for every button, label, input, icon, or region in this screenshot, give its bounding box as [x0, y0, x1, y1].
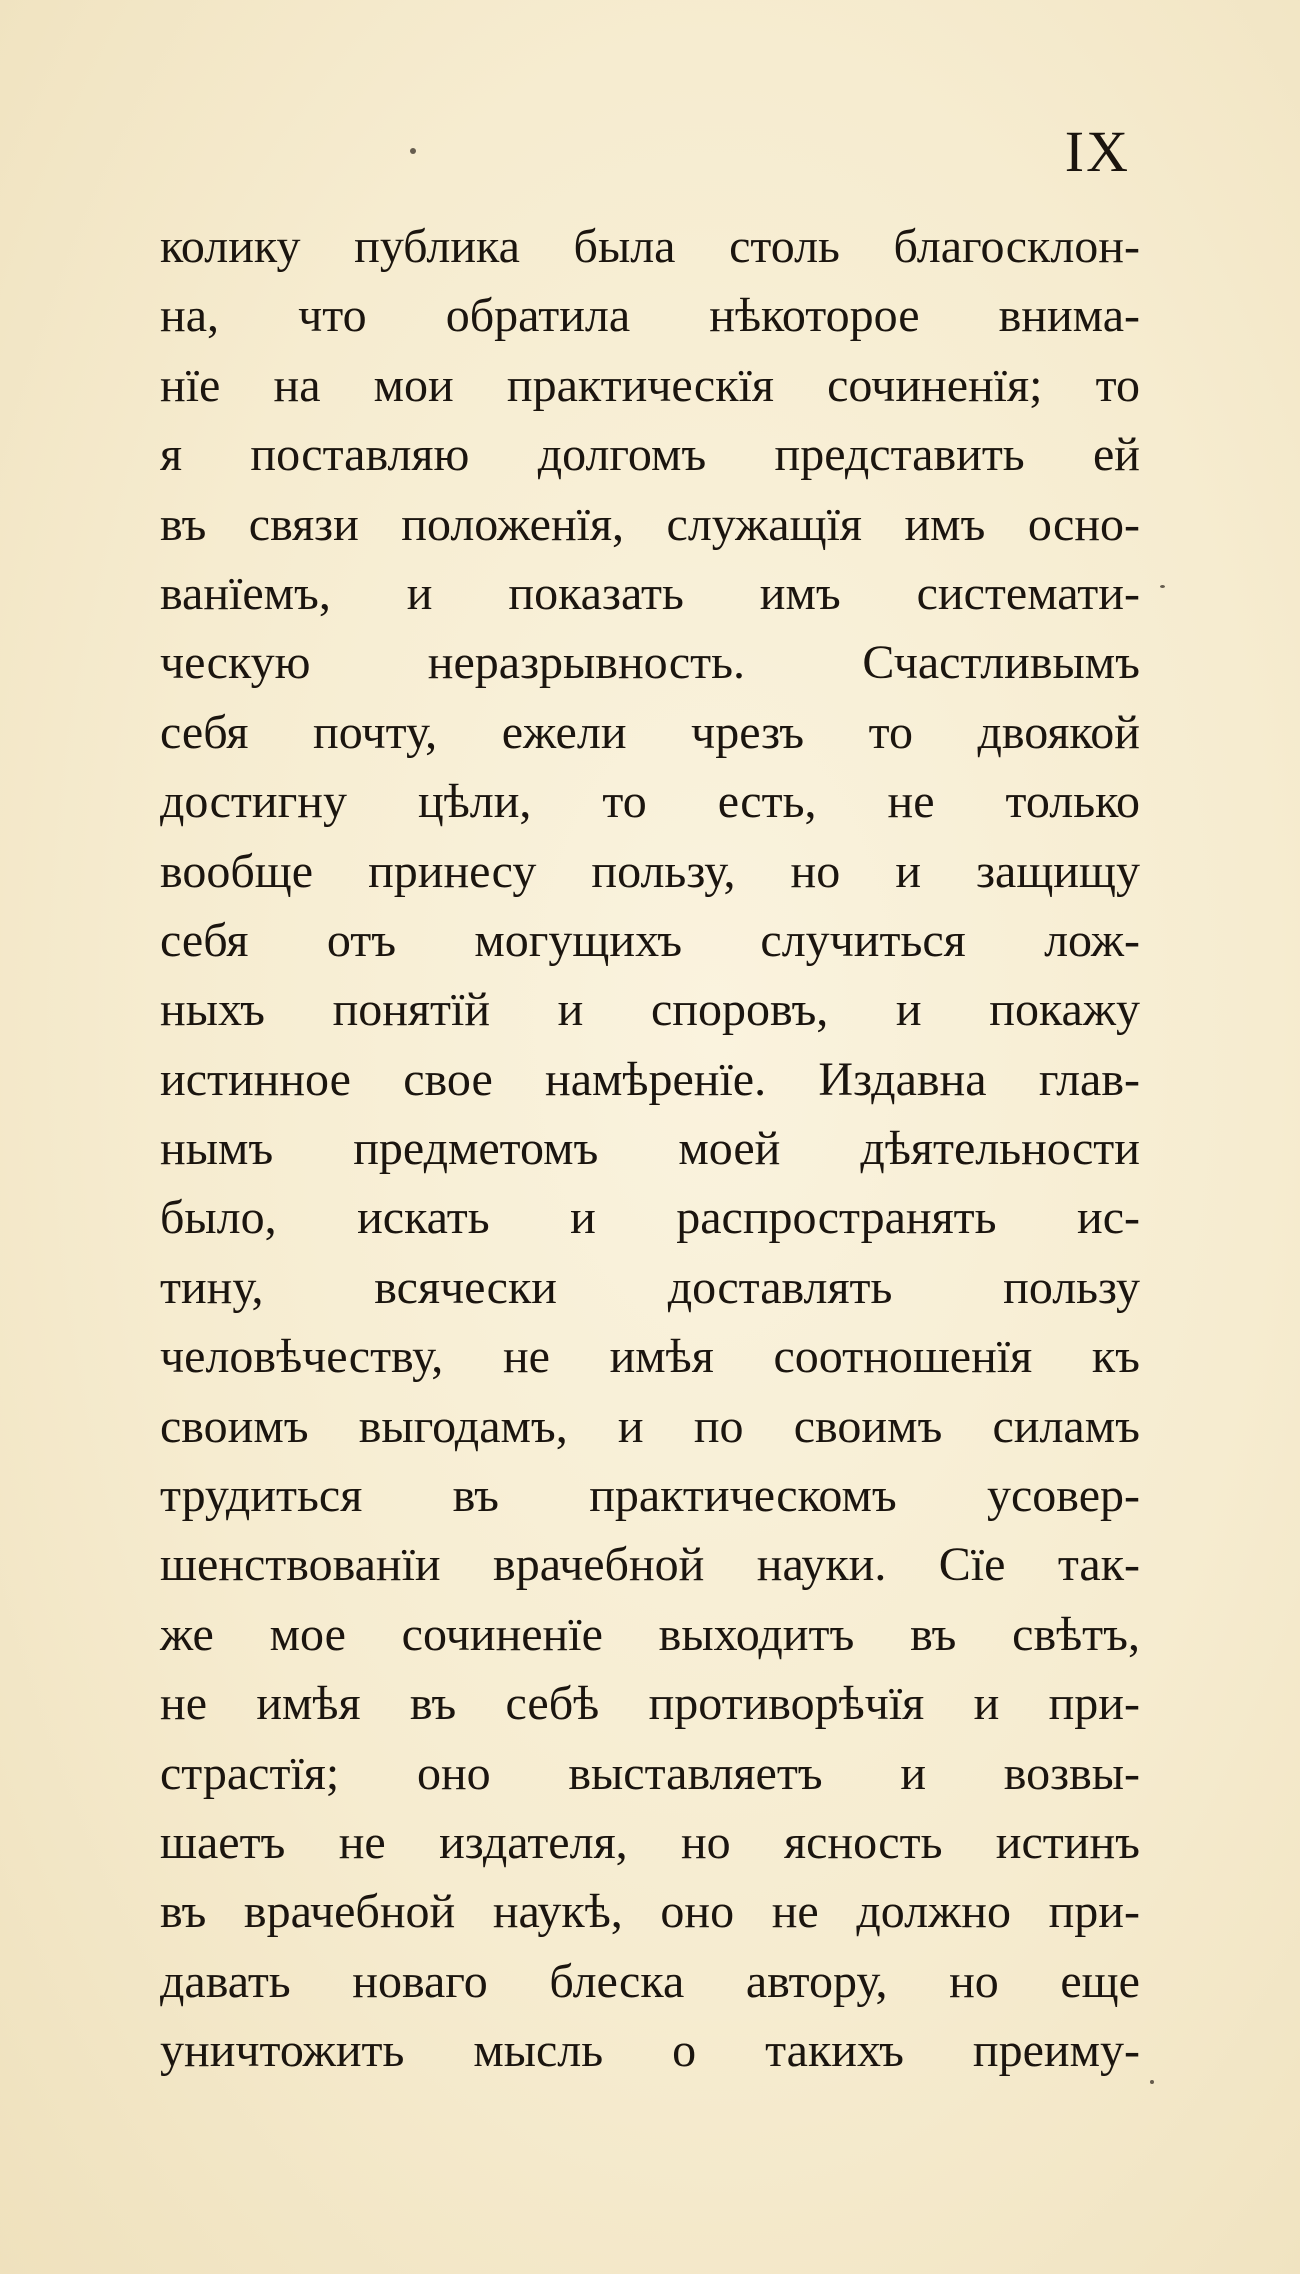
text-line: [160, 1808, 1140, 1877]
word: въ: [160, 497, 207, 551]
word: новаго: [352, 1954, 488, 2008]
word: ванїемъ,: [160, 566, 331, 620]
text-line: [160, 1114, 1140, 1183]
word: имъ: [759, 566, 841, 620]
word: положенїя,: [401, 497, 625, 551]
ink-speck: [1160, 585, 1165, 588]
text-line: [160, 559, 1140, 628]
text-line: [160, 212, 1140, 281]
word: имѣя: [256, 1677, 361, 1731]
word: нымъ: [160, 1122, 274, 1176]
word: ежели: [501, 705, 627, 759]
word: имъ: [904, 497, 986, 551]
word: не: [887, 775, 935, 829]
word: цѣли,: [418, 775, 532, 829]
text-line: [160, 1392, 1140, 1461]
word: практическїя: [506, 358, 774, 412]
word: въ: [409, 1677, 457, 1731]
word: и: [570, 1191, 596, 1245]
word: свѣтъ,: [1012, 1607, 1140, 1661]
word: не: [771, 1885, 819, 1939]
word: только: [1005, 775, 1140, 829]
word: столь: [729, 220, 840, 273]
word: я: [160, 428, 183, 482]
word: выставляетъ: [568, 1746, 823, 1800]
word: оно: [416, 1746, 491, 1800]
word: и: [973, 1677, 1000, 1731]
word: и: [895, 844, 921, 898]
word: но: [949, 1954, 999, 2008]
word: силамъ: [992, 1399, 1140, 1453]
word: усовер-: [987, 1469, 1140, 1523]
word: возвы-: [1003, 1746, 1140, 1800]
word: пользу: [1003, 1260, 1140, 1314]
word: еще: [1060, 1954, 1140, 2008]
word: въ: [452, 1469, 499, 1523]
word: имѣя: [609, 1330, 714, 1384]
text-line: [160, 906, 1140, 975]
word: поставляю: [250, 428, 470, 482]
word: понятїй: [332, 983, 491, 1037]
word: чрезъ: [691, 705, 805, 759]
word: глав-: [1038, 1052, 1140, 1106]
word: почту,: [313, 705, 438, 759]
body-text: [160, 212, 1140, 2086]
word: трудиться: [160, 1469, 363, 1523]
text-line: [160, 1739, 1140, 1808]
word: неразрывность.: [427, 636, 745, 690]
word: давать: [160, 1954, 291, 2008]
word: такихъ: [765, 2024, 904, 2078]
word: сочиненїя;: [827, 358, 1043, 412]
word: въ: [910, 1607, 957, 1661]
word: споровъ,: [651, 983, 829, 1037]
word: своимъ: [793, 1399, 943, 1453]
word: принесу: [368, 844, 537, 898]
text-line: [160, 767, 1140, 836]
word: сочиненїе: [401, 1607, 603, 1661]
word: долгомъ: [537, 428, 707, 482]
word: моей: [678, 1122, 781, 1176]
word: шаетъ: [160, 1815, 286, 1869]
word: мысль: [473, 2024, 604, 2078]
word: колику: [160, 220, 301, 273]
word: выходитъ: [658, 1607, 855, 1661]
word: пользу,: [591, 844, 736, 898]
word: представить: [774, 428, 1025, 482]
word: истинное: [160, 1052, 351, 1106]
word: на,: [160, 289, 219, 343]
word: благосклон-: [893, 220, 1140, 273]
word: врачебной: [243, 1885, 456, 1939]
word: искать: [357, 1191, 490, 1245]
word: преиму-: [972, 2024, 1140, 2078]
text-line: [160, 281, 1140, 350]
word: служащїя: [666, 497, 862, 551]
word: страстїя;: [160, 1746, 340, 1800]
word: то: [1095, 358, 1140, 412]
word: себя: [160, 705, 249, 759]
text-line: [160, 1947, 1140, 2016]
word: наукѣ,: [492, 1885, 623, 1939]
word: Сїе: [938, 1538, 1006, 1592]
word: обратила: [445, 289, 631, 343]
word: блеска: [549, 1954, 685, 2008]
word: то: [868, 705, 913, 759]
word: внима-: [998, 289, 1140, 343]
word: ис-: [1077, 1191, 1140, 1245]
word: двоякой: [977, 705, 1140, 759]
text-line: [160, 420, 1140, 489]
text-line: [160, 698, 1140, 767]
ink-speck: [410, 148, 416, 154]
word: системати-: [916, 566, 1140, 620]
word: показать: [508, 566, 684, 620]
text-line: [160, 1322, 1140, 1391]
word: издателя,: [439, 1815, 628, 1869]
word: осно-: [1027, 497, 1140, 551]
word: что: [298, 289, 367, 343]
word: при-: [1048, 1677, 1140, 1731]
text-line: [160, 1669, 1140, 1738]
word: автору,: [745, 1954, 888, 2008]
word: защищу: [976, 844, 1140, 898]
text-line: [160, 1877, 1140, 1946]
text-line: [160, 2016, 1140, 2085]
word: предметомъ: [353, 1122, 599, 1176]
word: публика: [354, 220, 520, 273]
word: шенствованїи: [160, 1538, 441, 1592]
word: не: [338, 1815, 386, 1869]
word: себя: [160, 913, 249, 967]
text-line: [160, 628, 1140, 697]
word: связи: [248, 497, 359, 551]
text-line: [160, 975, 1140, 1044]
text-line: [160, 837, 1140, 906]
text-line: [160, 1183, 1140, 1252]
ink-speck: [1150, 2080, 1154, 2084]
word: покажу: [989, 983, 1140, 1037]
word: свое: [403, 1052, 493, 1106]
word: и: [557, 983, 584, 1037]
word: достигну: [160, 775, 347, 829]
word: уничтожить: [160, 2024, 405, 2078]
word: истинъ: [995, 1815, 1140, 1869]
word: лож-: [1044, 913, 1140, 967]
word: по: [693, 1399, 744, 1453]
word: своимъ: [160, 1399, 309, 1453]
word: всячески: [374, 1260, 557, 1314]
word: и: [617, 1399, 644, 1453]
word: практическомъ: [589, 1469, 897, 1523]
word: случиться: [760, 913, 966, 967]
word: так-: [1057, 1538, 1140, 1592]
word: должно: [856, 1885, 1011, 1939]
word: Издавна: [818, 1052, 987, 1106]
word: была: [573, 220, 676, 273]
word: ческую: [160, 636, 311, 690]
word: не: [160, 1677, 207, 1731]
word: но: [790, 844, 841, 898]
word: было,: [160, 1191, 277, 1245]
word: не: [502, 1330, 550, 1384]
word: при-: [1048, 1885, 1140, 1939]
text-line: [160, 351, 1140, 420]
word: соотношенїя: [773, 1330, 1033, 1384]
word: врачебной: [493, 1538, 705, 1592]
page-number: IX: [1064, 119, 1130, 184]
word: то: [602, 775, 647, 829]
word: могущихъ: [474, 913, 683, 967]
word: и: [895, 983, 922, 1037]
word: науки.: [756, 1538, 887, 1592]
text-line: [160, 490, 1140, 559]
word: доставлять: [667, 1260, 893, 1314]
text-line: [160, 1461, 1140, 1530]
word: и: [900, 1746, 927, 1800]
word: къ: [1091, 1330, 1140, 1384]
word: нѣкоторое: [709, 289, 920, 343]
word: ей: [1093, 428, 1140, 482]
word: и: [406, 566, 433, 620]
word: же: [160, 1607, 214, 1661]
text-line: [160, 1253, 1140, 1322]
word: выгодамъ,: [358, 1399, 568, 1453]
word: нїе: [160, 358, 221, 412]
text-line: [160, 1045, 1140, 1114]
word: мои: [373, 358, 454, 412]
word: вообще: [160, 844, 314, 898]
word: о: [672, 2024, 697, 2078]
word: есть,: [717, 775, 817, 829]
word: распространять: [676, 1191, 997, 1245]
word: въ: [160, 1885, 207, 1939]
word: противорѣчїя: [648, 1677, 925, 1731]
word: тину,: [160, 1260, 264, 1314]
word: ныхъ: [160, 983, 265, 1037]
text-line: [160, 1600, 1140, 1669]
word: человѣчеству,: [160, 1330, 444, 1384]
word: но: [680, 1815, 731, 1869]
word: Счастливымъ: [862, 636, 1140, 690]
text-line: [160, 1530, 1140, 1599]
word: мое: [269, 1607, 346, 1661]
word: ясность: [784, 1815, 943, 1869]
word: отъ: [326, 913, 397, 967]
word: намѣренїе.: [545, 1052, 767, 1106]
word: дѣятельности: [860, 1122, 1140, 1176]
word: оно: [660, 1885, 735, 1939]
word: на: [273, 358, 321, 412]
word: себѣ: [505, 1677, 600, 1731]
